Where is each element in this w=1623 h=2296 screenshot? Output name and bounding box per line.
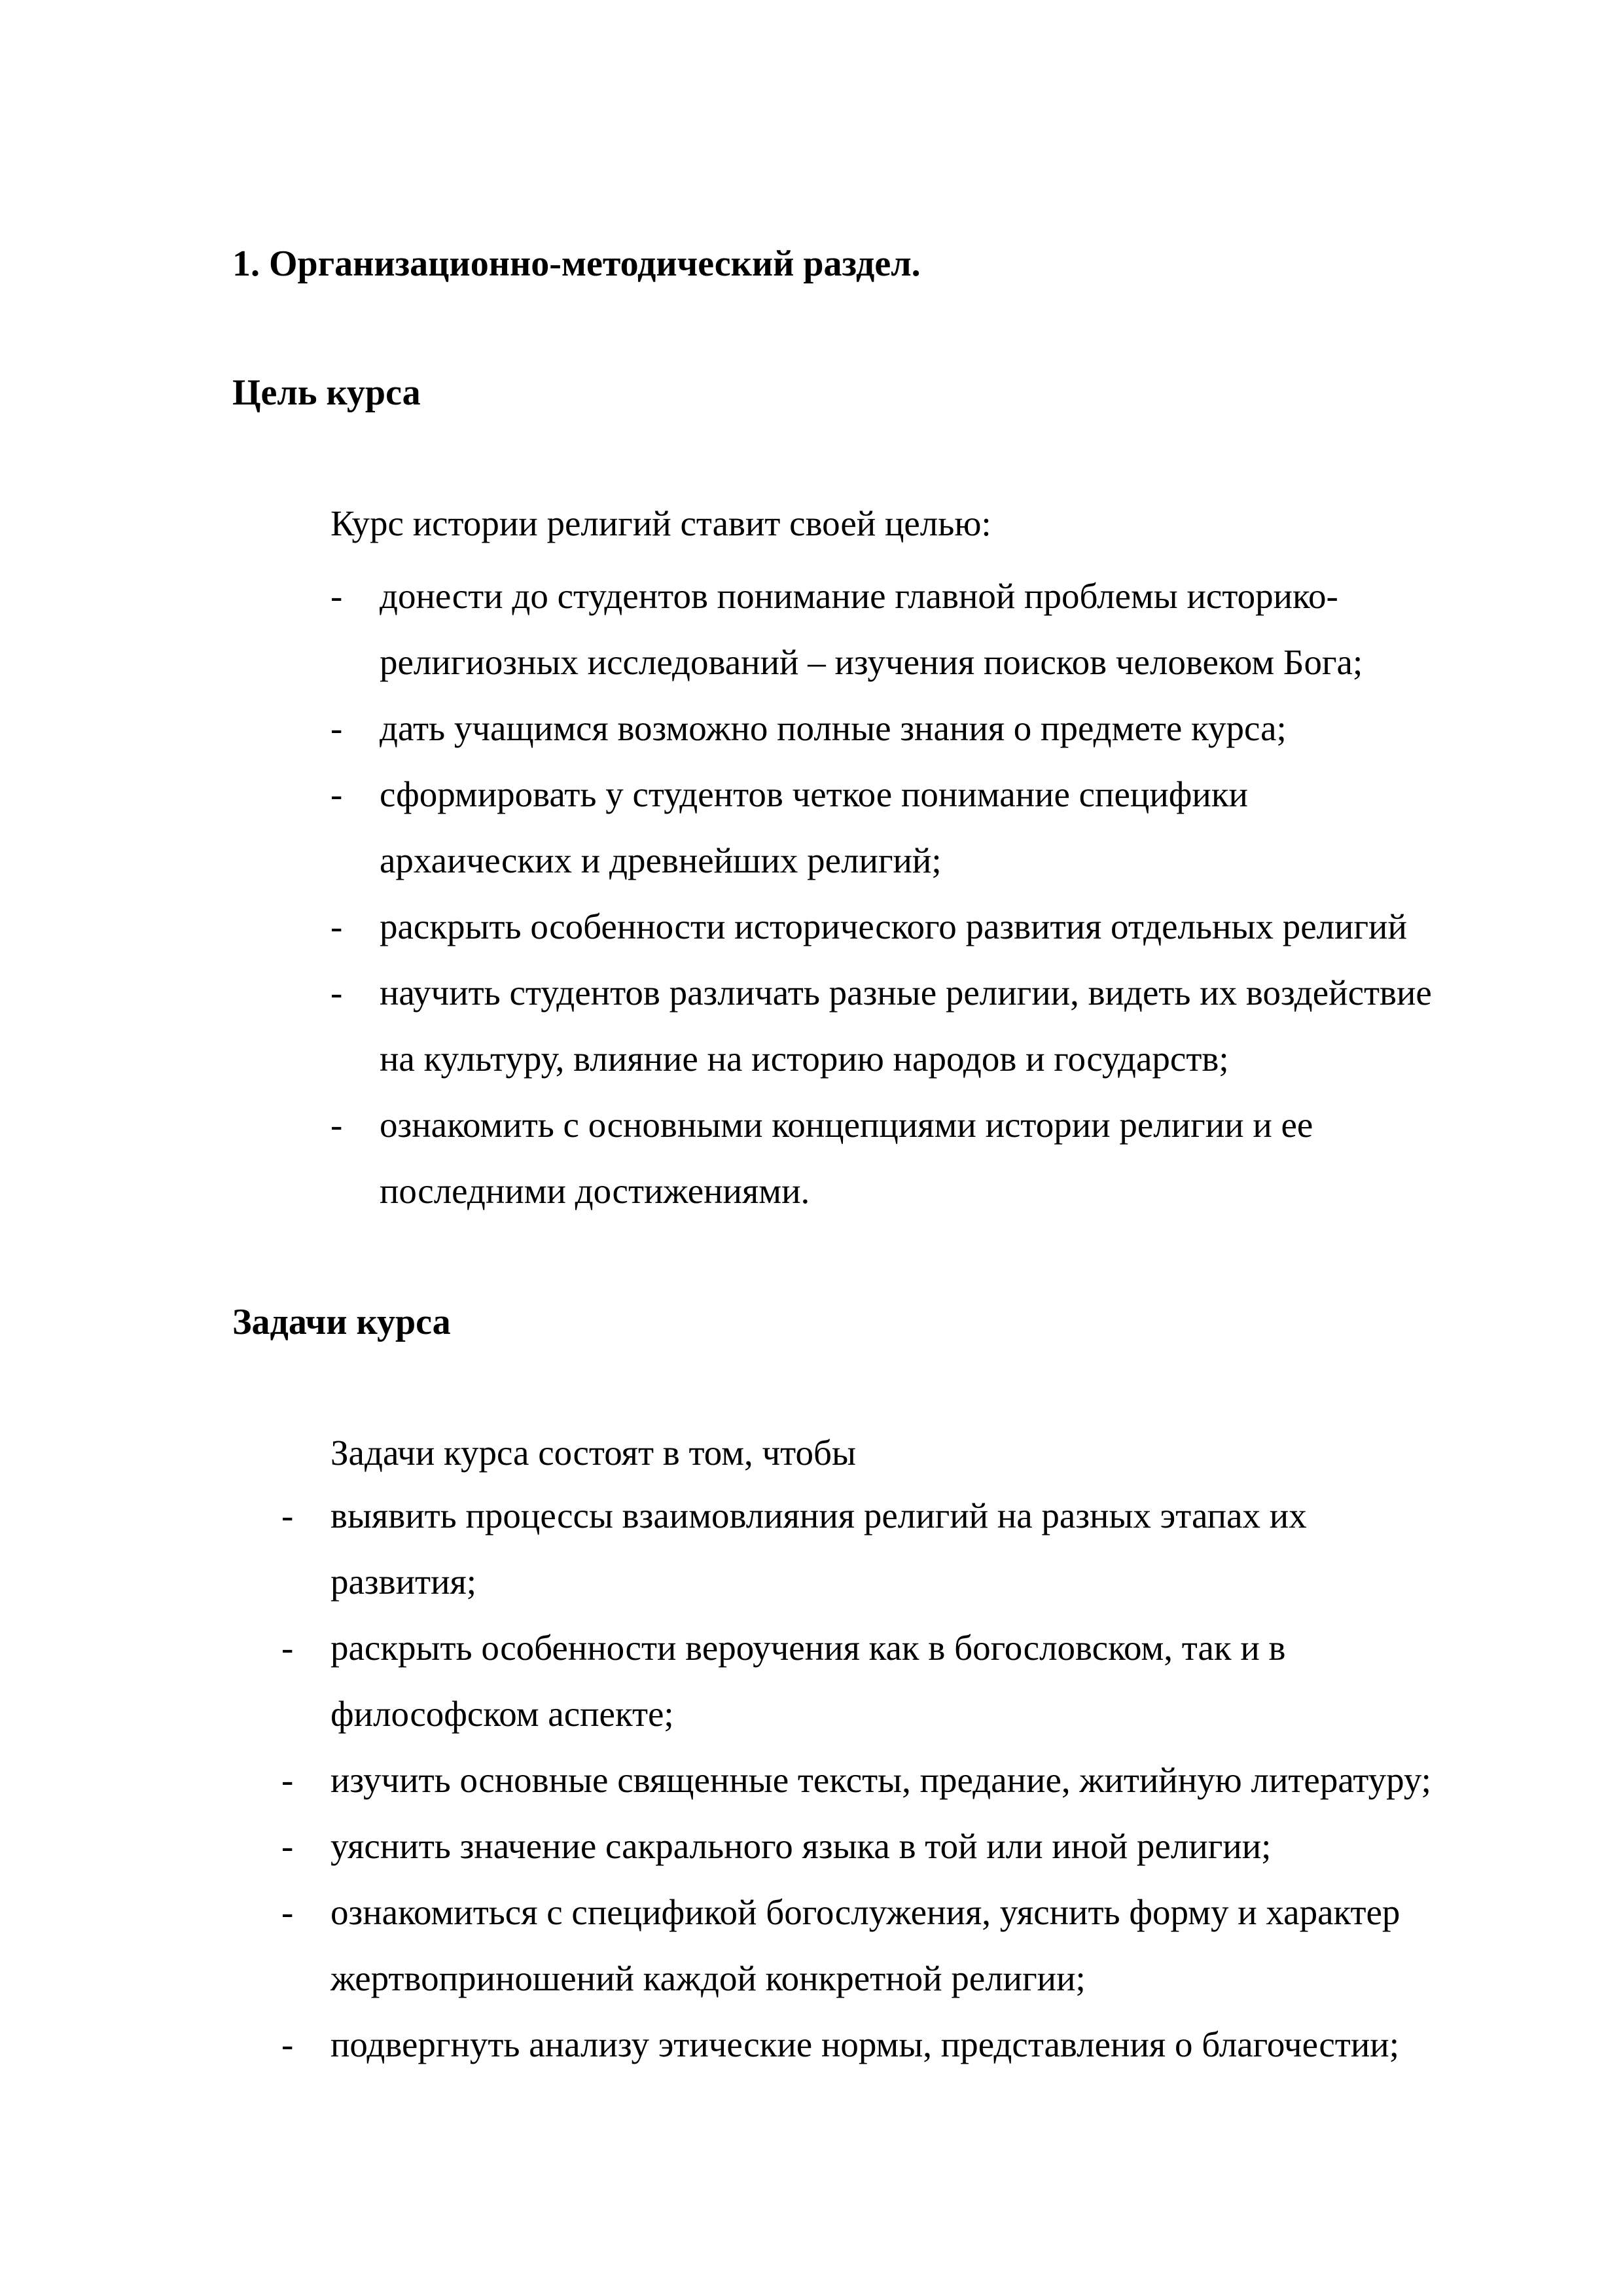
task-item [281, 2011, 1525, 2077]
goal-item-text: раскрыть особенности исторического развития отдельных религий [380, 906, 1407, 946]
goal-item [330, 893, 1541, 960]
goal-item-text: донести до студентов понимание главной проблемы историко- религиозных исследований – изучения поисков человеком Бога; [380, 576, 1363, 682]
task-item-text: ознакомиться с спецификой богослужения, уяснить форму и характер жертвоприношений каждой конкретной религии; [330, 1892, 1400, 1998]
list-dash: - [281, 1628, 294, 1668]
list-dash: - [281, 1496, 294, 1535]
task-item-text: уяснить значение сакрального языка в той или иной религии; [330, 1826, 1272, 1866]
list-dash: - [281, 1892, 294, 1932]
goal-intro: Курс истории религий ставит своей целью: [330, 503, 991, 543]
goal-item [330, 695, 1541, 761]
list-dash: - [281, 2024, 294, 2064]
goal-item-text: научить студентов различать разные религии, видеть их воздействие на культуру, влияние на историю народов и государств; [380, 973, 1432, 1079]
list-dash: - [330, 973, 343, 1013]
tasks-heading: Задачи курса [232, 1302, 451, 1342]
task-item [281, 1813, 1525, 1879]
list-dash: - [330, 576, 343, 616]
goal-item-text: ознакомить с основными концепциями истории религии и ее последними достижениями. [380, 1105, 1313, 1211]
goal-item [330, 960, 1541, 1092]
task-item [281, 1747, 1525, 1813]
task-item-text: подвергнуть анализу этические нормы, представления о благочестии; [330, 2024, 1399, 2064]
goal-item [330, 563, 1541, 695]
goal-item-text: сформировать у студентов четкое понимание специфики архаических и древнейших религий; [380, 774, 1248, 880]
task-item-text: раскрыть особенности вероучения как в богословском, так и в философском аспекте; [330, 1628, 1286, 1734]
list-dash: - [281, 1826, 294, 1866]
goal-heading: Цель курса [232, 372, 421, 413]
tasks-intro: Задачи курса состоят в том, чтобы [330, 1433, 856, 1473]
list-dash: - [330, 708, 343, 748]
tasks-list [281, 1482, 1525, 2077]
list-dash: - [330, 906, 343, 946]
goal-item [330, 761, 1541, 893]
task-item [281, 1482, 1525, 1615]
task-item-text: изучить основные священные тексты, предание, житийную литературу; [330, 1760, 1431, 1800]
goal-item [330, 1092, 1541, 1224]
goal-list [330, 563, 1541, 1224]
list-dash: - [330, 774, 343, 814]
goal-item-text: дать учащимся возможно полные знания о предмете курса; [380, 708, 1287, 748]
section-heading: 1. Организационно-методический раздел. [232, 243, 921, 284]
task-item [281, 1879, 1525, 2011]
task-item [281, 1615, 1525, 1747]
list-dash: - [281, 1760, 294, 1800]
task-item-text: выявить процессы взаимовлияния религий на разных этапах их развития; [330, 1496, 1307, 1602]
list-dash: - [330, 1105, 343, 1145]
